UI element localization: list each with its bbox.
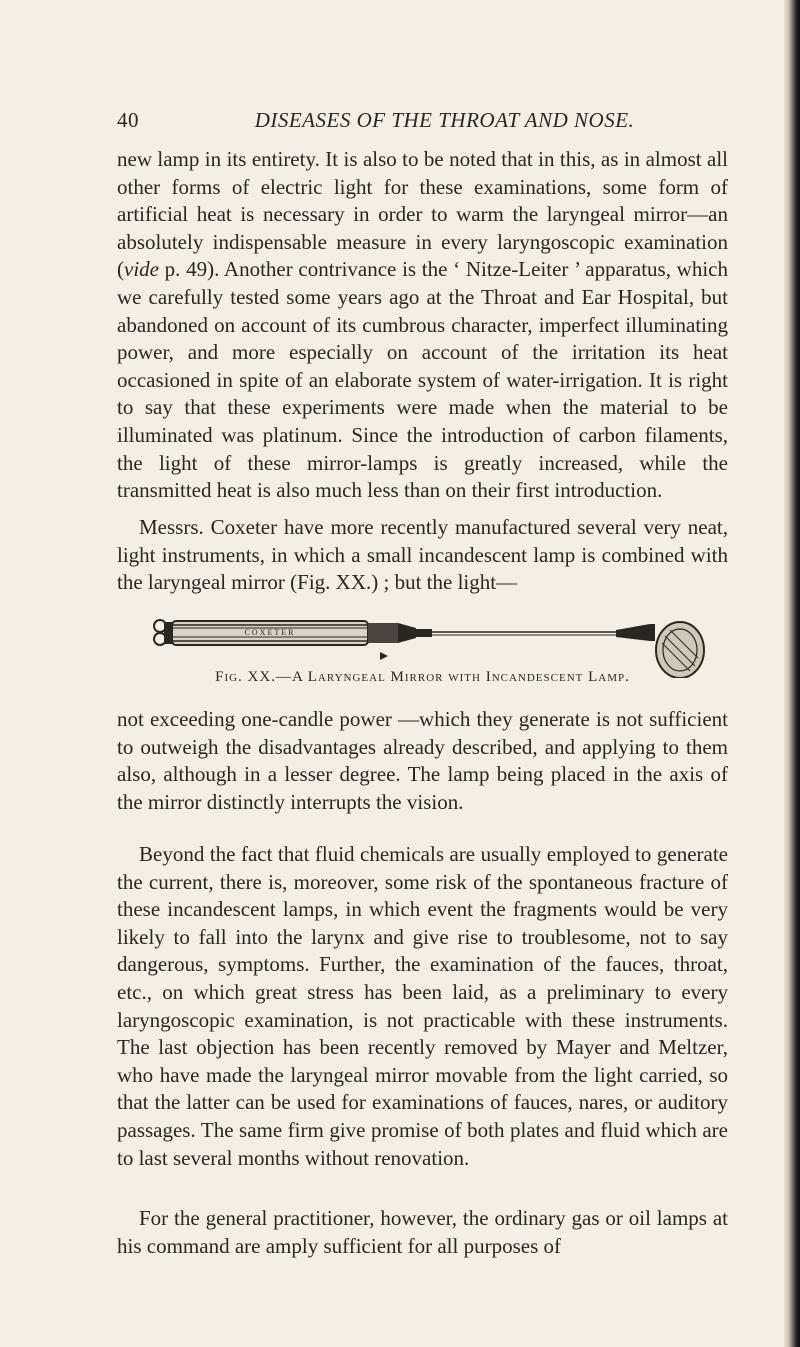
paragraph-1-text-a: new lamp in its entirety. It is also to be noted that in this, as in almost all other forms of electric light for these examinations, some form of artificial heat is necessary in order to warm the laryngeal mirror—an absolutely indispensable measure in every laryngoscopic examination ( — [117, 147, 728, 282]
figure-label: Fig. XX. — [215, 669, 276, 685]
engraved-maker-name: COXETER — [244, 628, 296, 637]
paragraph-1 — [117, 146, 728, 505]
running-header — [117, 108, 728, 136]
laryngeal-mirror-illustration — [150, 608, 718, 678]
paragraph-4: Beyond the fact that fluid chemicals are usually employed to generate the current, there is, moreover, some risk of the spontaneous fracture of these incandescent lamps, in which event the fragments would be very likely to fall into the larynx and give rise to troublesome, not to say dangerous, symptoms. Further, the examination of the fauces, throat, etc., on which great stress has been laid, as a preliminary to every laryngoscopic examination, is not practicable with these instruments. The last objection has been recently removed by Mayer and Meltzer, who have made the laryngeal mirror movable from the light carried, so that the latter can be used for examinations of fauces, nares, or auditory passages. The same firm give promise of both plates and fluid which are to last several months without renovation. — [117, 842, 728, 1170]
paragraph-5: For the general practitioner, however, the ordinary gas or oil lamps at his command are amply sufficient for all purposes of — [117, 1206, 728, 1258]
running-title: DISEASES OF THE THROAT AND NOSE. — [254, 108, 635, 132]
paragraph-2: Messrs. Coxeter have more recently manufactured several very neat, light instruments, in which a small incandescent lamp is combined with the laryngeal mirror (Fig. XX.) ; but the light— — [117, 515, 728, 595]
figure-caption-text: —A Laryngeal Mirror with Incandescent Lamp. — [275, 669, 630, 685]
vide-italic: vide — [124, 257, 159, 282]
paragraph-3: not exceeding one-candle power —which they generate is not sufficient to outweigh the disadvantages already described, and applying to them also, although in a lesser degree. The lamp being placed in the axis of the mirror distinctly interrupts the vision. — [117, 707, 728, 814]
page-number: 40 — [117, 108, 139, 132]
figure-caption — [117, 669, 728, 686]
mirror-handle — [154, 620, 432, 645]
paragraph-1-text-b: p. 49). Another contrivance is the ‘ Nitze-Leiter ’ apparatus, which we carefully tested some years ago at the Throat and Ear Hospital, but abandoned on account of its cumbrous character, imperfect illuminating power, and more especially on account of the irritation its heat occasioned in spite of an elaborate system of water-irrigation. It is right to say that these experiments were made when the material to be illuminated was platinum. Since the introduction of carbon filaments, the light of these mirror-lamps is greatly increased, while the transmitted heat is also much less than on their first introduction. — [117, 257, 728, 503]
page-edge-shadow — [784, 0, 800, 1347]
